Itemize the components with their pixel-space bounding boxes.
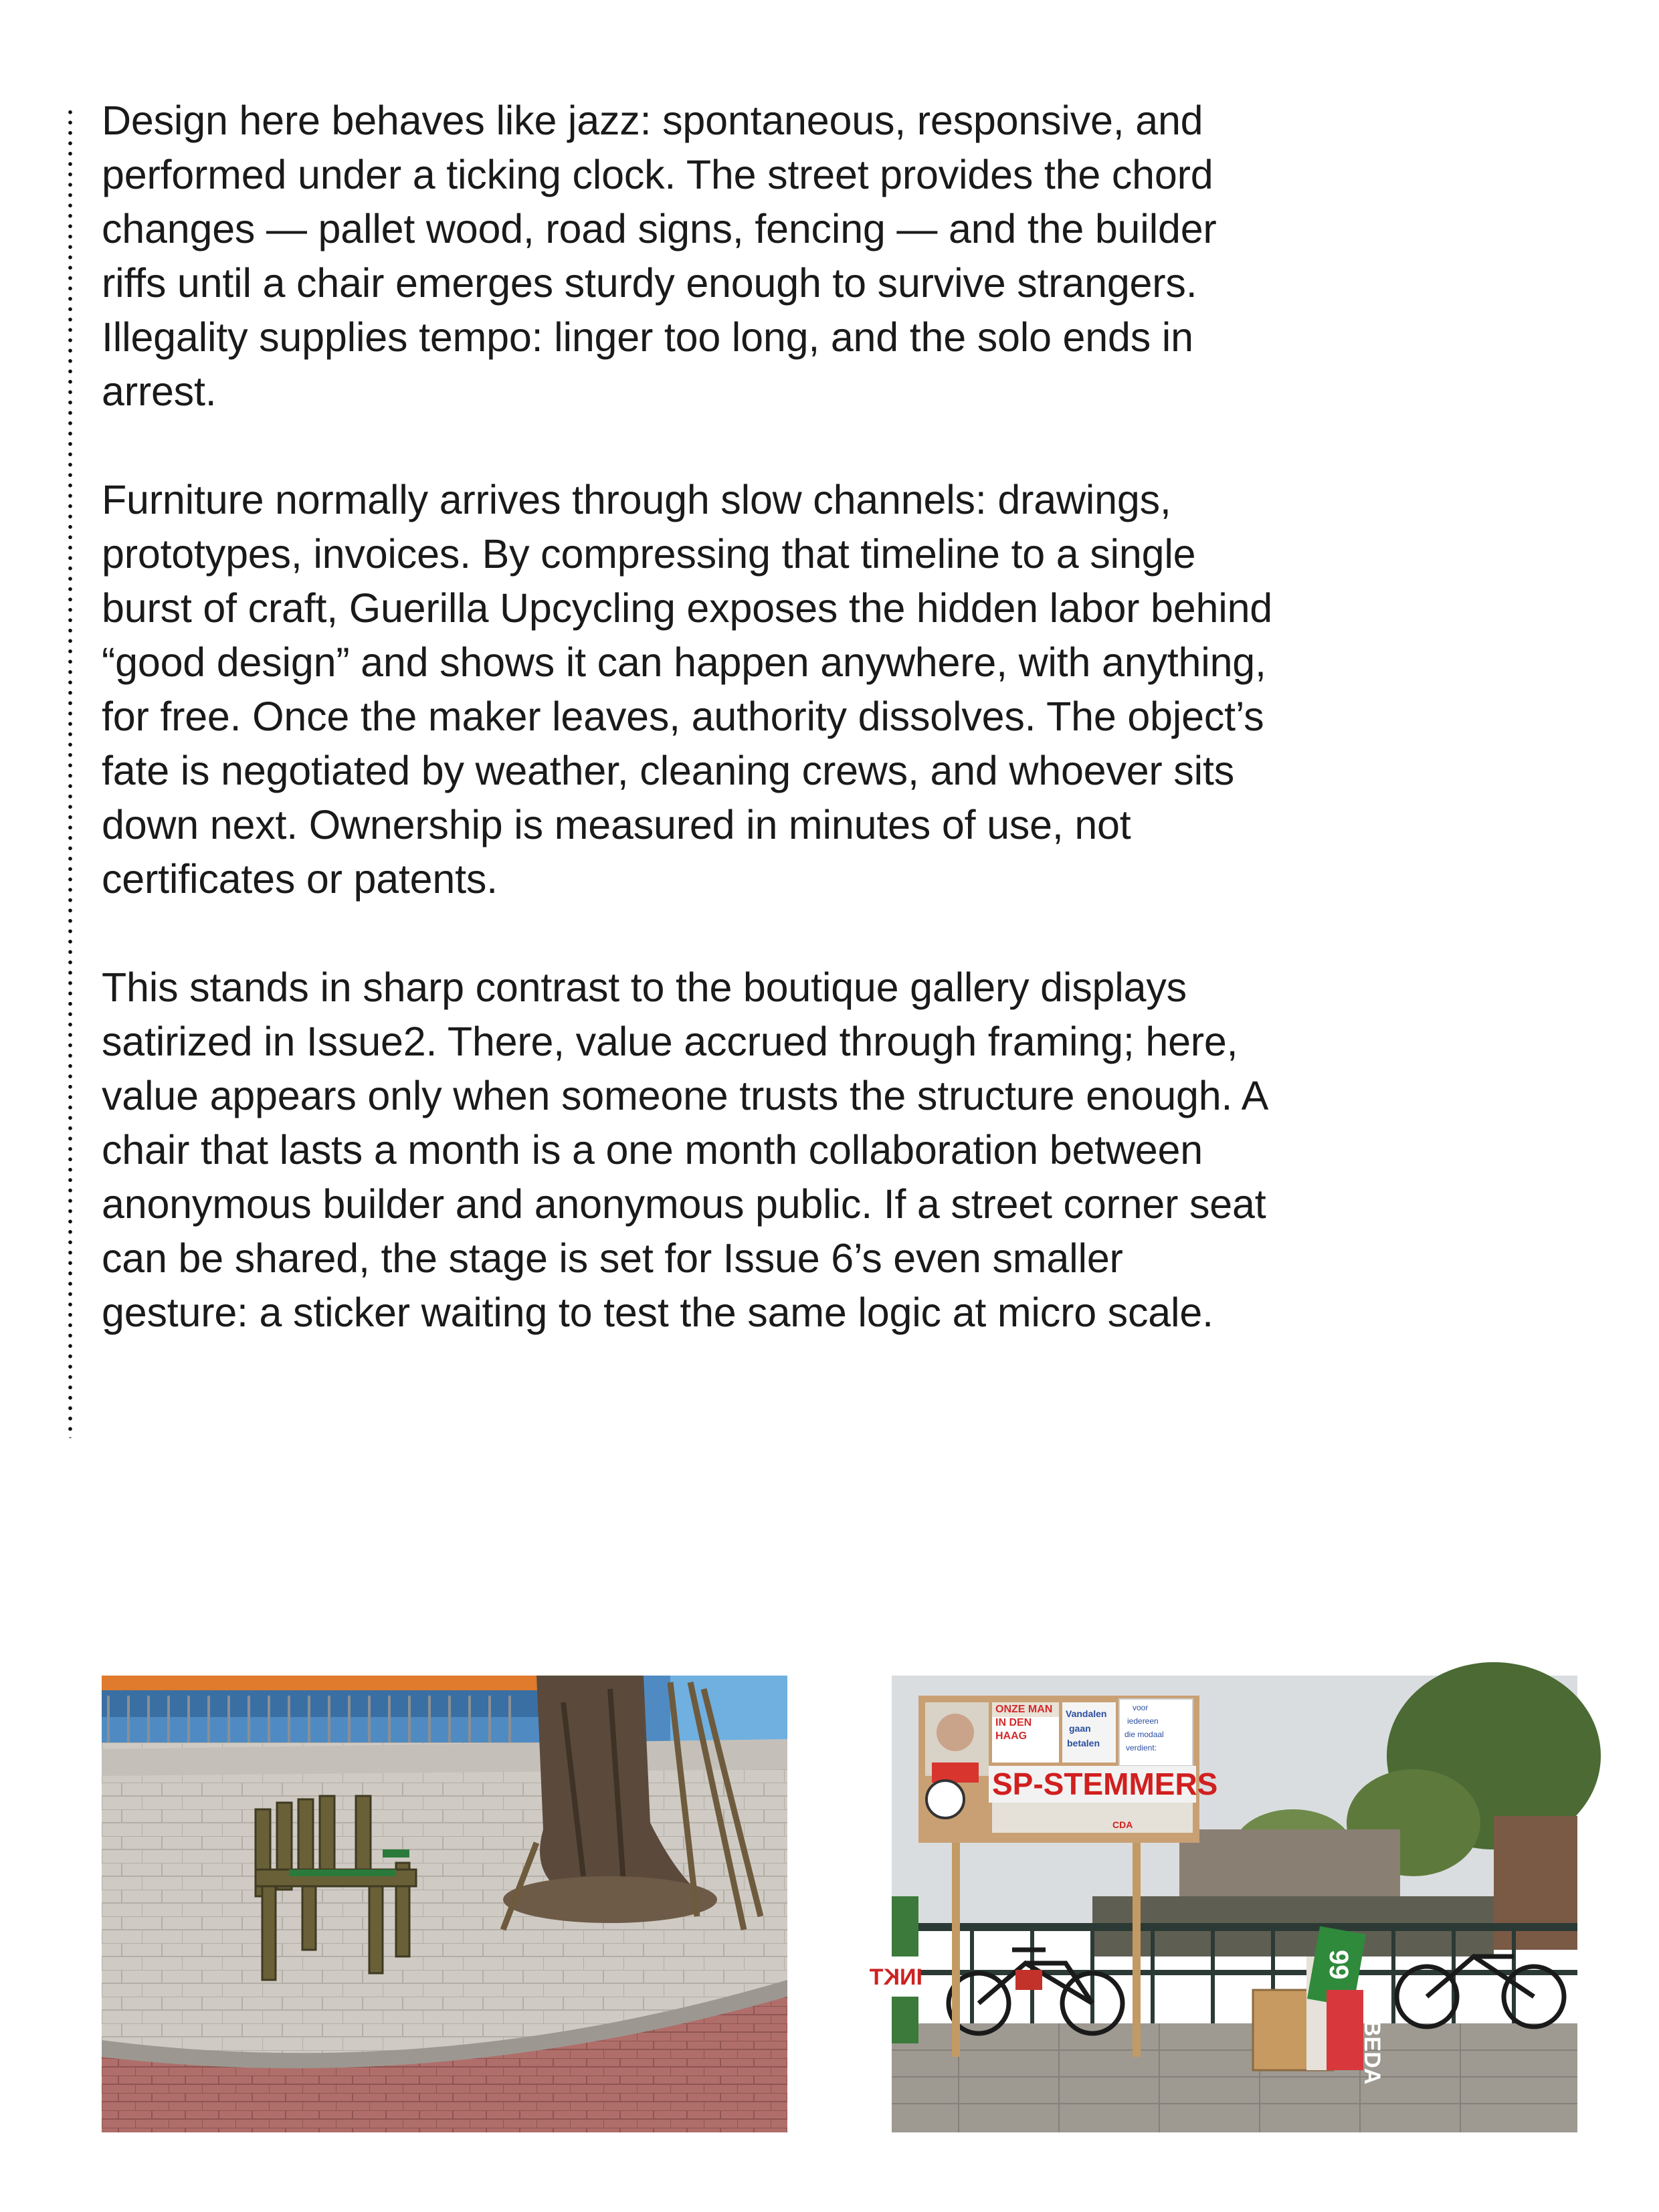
poster-mid-1: Vandalen [1066,1708,1107,1719]
paragraph-2: Furniture normally arrives through slow channels: drawings, prototypes, invoices. By compressing that timeline to a single burst of craft, Guerilla Upcycling exposes the hidden labor behind “good design” and shows it can happen anywhere, with anything, for free. Once the maker leaves, authority dissolves. The object’s fate is negotiated by weather, cleaning crews, and whoever sits down next. Ownership is measured in minutes of use, not certificates or patents. [102,477,1273,902]
poster-line-1: ONZE MAN [995,1704,1053,1715]
poster-right-3: die modaal [1125,1730,1164,1739]
photo-chair-by-tree [102,1676,787,2132]
poster-right-4: verdient: [1126,1743,1157,1752]
poster-right-2: iedereen [1127,1716,1159,1726]
poster-right-1: voor [1133,1703,1149,1712]
sign-left-text: INKT [869,1965,922,1990]
photo-canal-poster-chair [869,1676,1577,2132]
poster-line-2: IN DEN [995,1717,1032,1728]
paragraph-1: Design here behaves like jazz: spontaneous, responsive, and performed under a ticking clock. The street provides the chord changes — pallet wood, road signs, fencing — and the builder riffs until a chair emerges sturdy enough to survive strangers. Illegality supplies tempo: linger too long, and the solo ends in arrest. [102,98,1217,414]
dotted-margin-rule [67,107,74,1438]
article-body [102,94,1279,1394]
poster-banner: SP-STEMMERS [992,1767,1218,1801]
sign-number: 99 [1324,1950,1353,1980]
sign-chair-text: BEDA [1359,2020,1385,2085]
poster-line-3: HAAG [995,1730,1028,1742]
poster-small: CDA [1112,1819,1133,1830]
poster-mid-3: betalen [1067,1738,1100,1748]
poster-mid-2: gaan [1069,1723,1091,1734]
paragraph-3: This stands in sharp contrast to the boutique gallery displays satirized in Issue2. There, value accrued through framing; here, value appears only when someone trusts the structure enough. A chair that lasts a month is a one month collaboration between anonymous builder and anonymous public. If a street corner seat can be shared, the stage is set for Issue 6’s even smaller gesture: a sticker waiting to test the same logic at micro scale. [102,965,1266,1335]
